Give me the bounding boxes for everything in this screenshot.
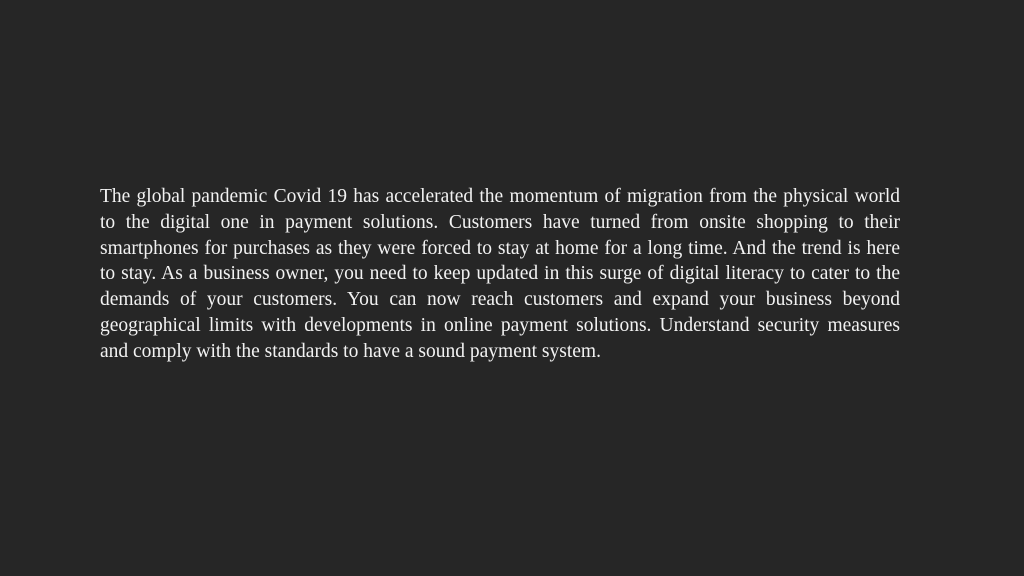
body-paragraph: The global pandemic Covid 19 has accelerated the momentum of migration from the physical world to the digital one in payment solutions. Customers have turned from onsite shopping to their smartphones for purchases as they were forced to stay at home for a long time. And the trend is here to stay. As a business owner, you need to keep updated in this surge of digital literacy to cater to the demands of your customers. You can now reach customers and expand your business beyond geographical limits with developments in online payment solutions. Understand security measures and comply with the standards to have a sound payment system. <box>100 186 900 362</box>
